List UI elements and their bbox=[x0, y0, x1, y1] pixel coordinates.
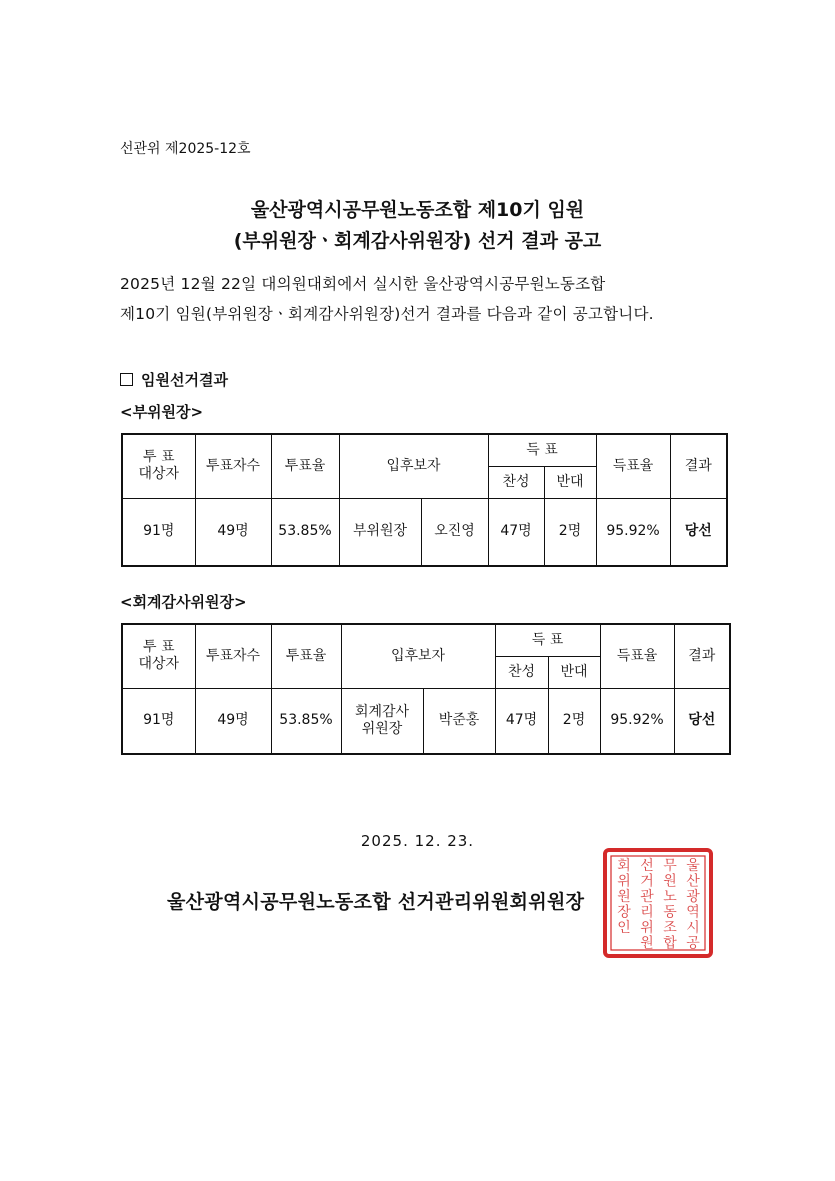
header-against: 반대 bbox=[544, 466, 596, 498]
title-line-1: 울산광역시공무원노동조합 제10기 임원 bbox=[250, 199, 585, 221]
header-vote-rate: 득표율 bbox=[596, 434, 670, 498]
cell-position bbox=[339, 498, 421, 566]
header-candidate: 입후보자 bbox=[341, 624, 495, 688]
cell-turnout: 53.85% bbox=[271, 498, 339, 566]
cell-result: 당선 bbox=[670, 498, 727, 566]
seal-glyph: 울 bbox=[686, 858, 700, 874]
seal-glyph: 합 bbox=[663, 935, 677, 952]
results-table-vice-chair bbox=[121, 433, 728, 567]
seal-glyph: 관 bbox=[640, 889, 654, 905]
seal-glyph: 조 bbox=[663, 920, 677, 936]
header-result: 결과 bbox=[670, 434, 727, 498]
seal-glyphs bbox=[617, 857, 700, 952]
seal-glyph: 원 bbox=[663, 873, 677, 890]
section-heading bbox=[120, 369, 228, 390]
section-heading-text: 임원선거결과 bbox=[141, 371, 228, 389]
cell-position-line2: 위원장 bbox=[361, 720, 403, 737]
cell-position bbox=[341, 688, 423, 754]
sub-heading-audit-chair: <회계감사위원장> bbox=[120, 593, 247, 611]
header-result: 결과 bbox=[674, 624, 730, 688]
seal-glyph: 광 bbox=[686, 889, 700, 905]
header-turnout: 투표율 bbox=[271, 434, 339, 498]
header-candidate: 입후보자 bbox=[339, 434, 488, 498]
cell-candidate: 오진영 bbox=[421, 498, 488, 566]
cell-voters: 49명 bbox=[195, 688, 271, 754]
cell-position-line1: 부위원장 bbox=[352, 523, 408, 540]
seal-glyph: 공 bbox=[686, 935, 700, 952]
seal-glyph: 시 bbox=[686, 920, 700, 936]
body-line-1: 2025년 12월 22일 대의원대회에서 실시한 울산광역시공무원노동조합 bbox=[120, 275, 606, 293]
seal-glyph: 인 bbox=[617, 920, 631, 936]
header-eligible-line2: 대상자 bbox=[138, 466, 180, 483]
cell-turnout: 53.85% bbox=[271, 688, 341, 754]
header-eligible-line2: 대상자 bbox=[138, 656, 180, 673]
seal-glyph: 위 bbox=[640, 920, 654, 936]
cell-against: 2명 bbox=[544, 498, 596, 566]
cell-voters: 49명 bbox=[195, 498, 271, 566]
seal-glyph: 회 bbox=[617, 858, 631, 874]
sub-heading-vice-chair: <부위원장> bbox=[120, 403, 204, 421]
seal-glyph: 무 bbox=[663, 858, 677, 874]
header-votes: 득 표 bbox=[488, 434, 596, 466]
cell-eligible: 91명 bbox=[122, 498, 195, 566]
header-vote-rate: 득표율 bbox=[600, 624, 674, 688]
header-for: 찬성 bbox=[488, 466, 544, 498]
header-voters: 투표자수 bbox=[195, 624, 271, 688]
header-against: 반대 bbox=[548, 656, 600, 688]
header-eligible-line1: 투 표 bbox=[143, 449, 175, 466]
seal-glyph: 리 bbox=[640, 904, 654, 921]
header-votes: 득 표 bbox=[495, 624, 600, 656]
header-eligible bbox=[122, 624, 195, 688]
seal-glyph: 위 bbox=[617, 873, 631, 890]
signatory: 울산광역시공무원노동조합 선거관리위원회위원장 bbox=[167, 891, 585, 913]
cell-vote-rate: 95.92% bbox=[600, 688, 674, 754]
cell-candidate: 박준홍 bbox=[423, 688, 495, 754]
official-seal-stamp bbox=[603, 848, 713, 958]
cell-vote-rate: 95.92% bbox=[596, 498, 670, 566]
header-turnout: 투표율 bbox=[271, 624, 341, 688]
results-table-audit-chair bbox=[121, 623, 731, 755]
header-voters: 투표자수 bbox=[195, 434, 271, 498]
seal-glyph: 동 bbox=[663, 904, 677, 921]
title-line-2: (부위원장ㆍ회계감사위원장) 선거 결과 공고 bbox=[233, 230, 602, 252]
cell-for: 47명 bbox=[488, 498, 544, 566]
document-number: 선관위 제2025-12호 bbox=[120, 141, 251, 157]
header-eligible bbox=[122, 434, 195, 498]
checkbox-square-icon bbox=[120, 373, 133, 386]
cell-result: 당선 bbox=[674, 688, 730, 754]
cell-against: 2명 bbox=[548, 688, 600, 754]
seal-glyph: 원 bbox=[617, 889, 631, 905]
seal-glyph: 원 bbox=[640, 935, 654, 952]
announcement-date: 2025. 12. 23. bbox=[360, 832, 475, 850]
header-eligible-line1: 투 표 bbox=[143, 639, 175, 656]
seal-glyph: 산 bbox=[686, 873, 700, 890]
cell-position-line1: 회계감사 bbox=[354, 703, 410, 720]
cell-eligible: 91명 bbox=[122, 688, 195, 754]
seal-glyph: 장 bbox=[617, 904, 631, 921]
seal-glyph: 노 bbox=[663, 889, 677, 905]
seal-glyph: 역 bbox=[686, 904, 700, 921]
cell-for: 47명 bbox=[495, 688, 548, 754]
header-for: 찬성 bbox=[495, 656, 548, 688]
seal-glyph: 거 bbox=[640, 873, 654, 890]
body-line-2: 제10기 임원(부위원장ㆍ회계감사위원장)선거 결과를 다음과 같이 공고합니다. bbox=[120, 305, 654, 323]
seal-glyph: 선 bbox=[640, 858, 654, 874]
